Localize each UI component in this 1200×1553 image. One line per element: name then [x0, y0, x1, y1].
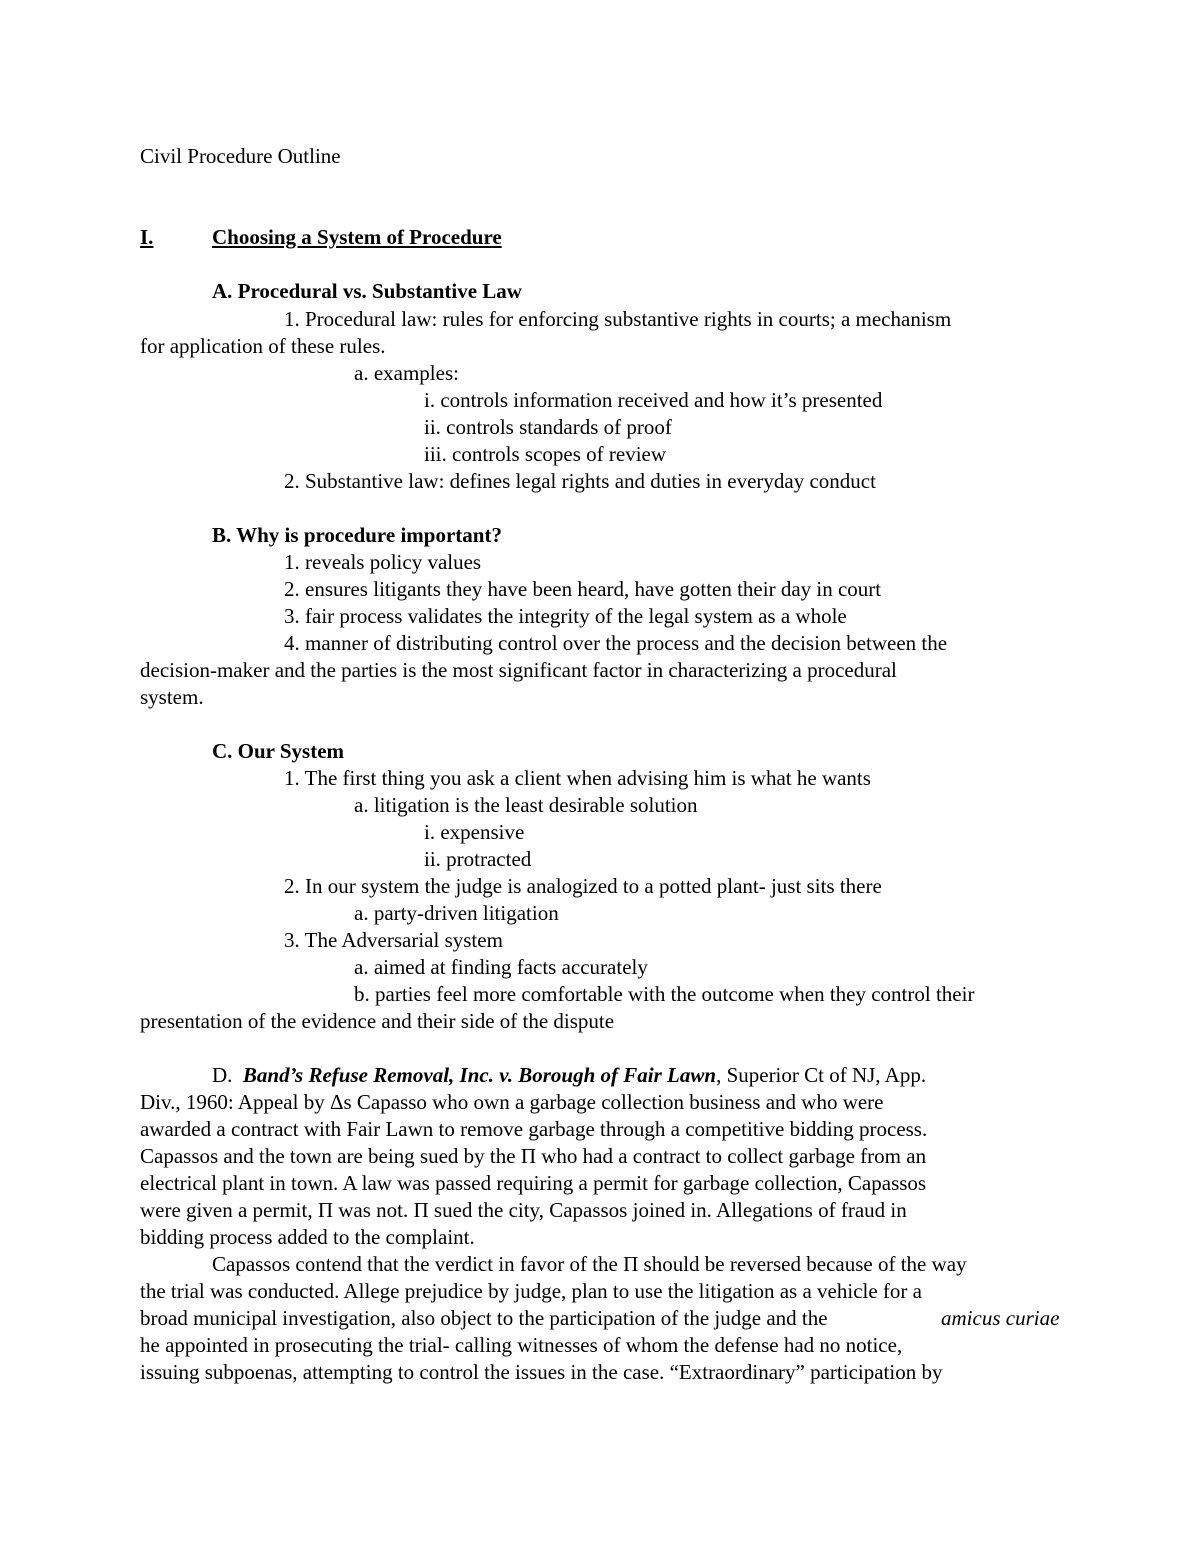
subsection-a-heading: A. Procedural vs. Substantive Law — [212, 279, 522, 303]
amicus-curiae-term: amicus curiae — [941, 1306, 1060, 1330]
c-item-2: 2. In our system the judge is analogized to a potted plant- just sits there — [284, 874, 882, 898]
case-citation: , Superior Ct of NJ, App. — [716, 1063, 927, 1087]
case-name: Band’s Refuse Removal, Inc. v. Borough of Fair Lawn — [242, 1063, 717, 1087]
c-item-1a-i: i. expensive — [424, 820, 525, 844]
a-item-1a: a. examples: — [354, 361, 459, 385]
c-item-2a: a. party-driven litigation — [354, 901, 559, 925]
d-paragraph-line: electrical plant in town. A law was passed requiring a permit for garbage collection, Capassos — [140, 1171, 927, 1195]
d-paragraph-line: were given a permit, Π was not. Π sued the city, Capassos joined in. Allegations of fraud in — [140, 1198, 907, 1222]
b-item-1: 1. reveals policy values — [284, 550, 482, 574]
d-paragraph2-line: the trial was conducted. Allege prejudice by judge, plan to use the litigation as a vehicle for a — [140, 1279, 922, 1303]
c-item-1a: a. litigation is the least desirable solution — [354, 793, 698, 817]
section-i-number: I. — [140, 225, 154, 249]
d-paragraph2-line: he appointed in prosecuting the trial- calling witnesses of whom the defense had no notice, — [140, 1333, 903, 1357]
a-item-1a-iii: iii. controls scopes of review — [424, 442, 667, 466]
section-i-title: Choosing a System of Procedure — [212, 225, 502, 249]
d-paragraph-line: bidding process added to the complaint. — [140, 1225, 475, 1249]
c-item-3b: b. parties feel more comfortable with the outcome when they control their — [354, 982, 975, 1006]
subsection-d-line — [212, 1062, 926, 1089]
b-item-4: 4. manner of distributing control over the process and the decision between the — [284, 631, 948, 655]
a-item-1a-i: i. controls information received and how it’s presented — [424, 388, 883, 412]
a-item-1-cont: for application of these rules. — [140, 334, 386, 358]
b-item-2: 2. ensures litigants they have been heard, have gotten their day in court — [284, 577, 882, 601]
c-item-3a: a. aimed at finding facts accurately — [354, 955, 648, 979]
a-item-2: 2. Substantive law: defines legal rights and duties in everyday conduct — [284, 469, 876, 493]
subsection-c-heading: C. Our System — [212, 739, 345, 763]
a-item-1a-ii: ii. controls standards of proof — [424, 415, 672, 439]
a-item-1: 1. Procedural law: rules for enforcing substantive rights in courts; a mechanism — [284, 307, 952, 331]
d-paragraph2-line: issuing subpoenas, attempting to control the issues in the case. “Extraordinary” participation by — [140, 1360, 943, 1384]
c-item-1a-ii: ii. protracted — [424, 847, 532, 871]
d-paragraph-line: awarded a contract with Fair Lawn to remove garbage through a competitive bidding process. — [140, 1117, 928, 1141]
b-item-4-cont: decision-maker and the parties is the most significant factor in characterizing a procedural — [140, 658, 897, 682]
d-paragraph-line: Div., 1960: Appeal by Δs Capasso who own a garbage collection business and who were — [140, 1090, 884, 1114]
subsection-b-heading: B. Why is procedure important? — [212, 523, 502, 547]
c-item-3: 3. The Adversarial system — [284, 928, 503, 952]
b-item-4-cont2: system. — [140, 685, 204, 709]
c-item-1: 1. The first thing you ask a client when advising him is what he wants — [284, 766, 871, 790]
document-title: Civil Procedure Outline — [140, 144, 341, 168]
d-paragraph-line: Capassos and the town are being sued by the Π who had a contract to collect garbage from an — [140, 1144, 927, 1168]
d-paragraph2-line: Capassos contend that the verdict in favor of the Π should be reversed because of the way — [212, 1252, 967, 1276]
b-item-3: 3. fair process validates the integrity of the legal system as a whole — [284, 604, 847, 628]
c-item-3b-cont: presentation of the evidence and their side of the dispute — [140, 1009, 615, 1033]
subsection-d-letter: D. — [212, 1063, 233, 1087]
d-paragraph2-line: broad municipal investigation, also object to the participation of the judge and the — [140, 1306, 828, 1330]
